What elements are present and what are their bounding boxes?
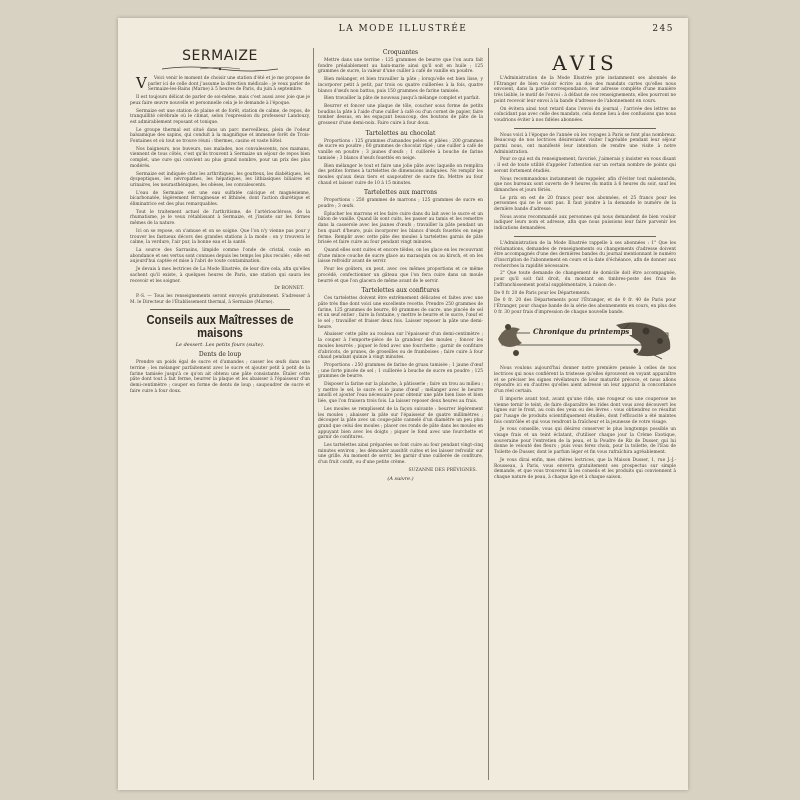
paragraph: Beurrer et foncer une plaque de tôle, coucher sous forme de petits boudins la pâte à l'aide d'une cuiller à café ou d'un cornet de papier, faire tomber dessus, en les espaçant beaucoup, des boutons de pâte de la grosseur d'une demi-noix. Faire cuire à four doux.	[318, 103, 483, 127]
paragraph: Nous recommandons instamment de rappeler, afin d'éviter tout malentendu, que nos bureaux sont ouverts de 9 heures du matin à 6 heures du soir, sauf les dimanches et jours fériés.	[494, 176, 676, 193]
floral-banner-icon	[496, 319, 674, 363]
paragraph: Il est toujours délicat de parler de soi-même, mais c'est aussi avec joie que je peux faire œuvre nouvelle et personnelle cela je le demande à l'époque.	[130, 95, 310, 106]
paragraph: Éplucher les marrons et les faire cuire dans du lait avec le sucre et un bâton de vanille. Quand ils sont cuits, les passer au tamis et les remettre dans la casserole avec les jaunes d'œufs ; travailler la pâte pendant un bon quart d'heure, puis incorporer les blancs d'œufs fouettés en neige ferme. Remplir avec cette pâte des moules à tartelettes garnis de pâte brisée et faire cuire au four pendant vingt minutes.	[318, 211, 483, 246]
paragraph: Nous avons recommandé aux personnes qui nous demandent de bien vouloir indiquer leurs nom et adresse, afin que nous puissions leur faire parvenir les indications demandées.	[494, 214, 676, 232]
divider	[150, 309, 290, 310]
paragraph: Sermaize est indiquée chez les arthritiques, les goutteux, les diabétiques, les dyspeptiques, les névropathes, les hépatiques, les lithiasiques biliaires et urinaires, les neurasthéniques, les obèses, les convalescents.	[130, 171, 310, 188]
paragraph: 2° Que toute demande de changement de domicile doit être accompagnée, pour qu'il soit fait droit, du montant en timbres-poste des frais de l'affranchissement postal supplémentaire, à raison de :	[494, 271, 676, 288]
divider	[514, 236, 656, 237]
postscript: P.-S. — Tous les renseignements seront envoyés gratuitement. S'adresser à M. le Directeur de l'Établissement thermal, à Sermaize (Marne).	[130, 293, 310, 305]
paragraph: Proportions : 125 grammes d'amandes pelées et pilées ; 200 grammes de sucre en poudre ; 60 grammes de chocolat râpé ; une cuiller à café de vanille en poudre ; 3 jaunes d'œufs ; 1 cuillerée à bouche de farine tamisée ; 3 blancs d'œufs fouettés en neige.	[318, 138, 483, 161]
page-header	[118, 24, 688, 42]
paragraph: Le prix en est de 20 francs pour nos abonnées, et 25 francs pour les personnes qui ne le sont pas. Il faut joindre à la demande le numéro de la dernière bande d'adresse.	[494, 195, 676, 213]
paragraph: La source des Sarrasins, limpide comme l'onde de cristal, coule en abondance et ses vertus sont connues depuis les temps les plus reculés ; elle est aujourd'hui captée et mise à l'abri de toute contamination.	[130, 247, 310, 265]
magazine-page	[118, 18, 688, 790]
paragraph: Je vous conseille, vous qui désirez conserver le plus longtemps possible un visage frais et un teint éclatant, d'utiliser chaque jour la Crème Exotique, souveraine pour l'entretien de la peau, et la Poudre de Riz de Dusser, qui lui donne le velouté des fleurs ; puis vous ferez choix, pour la toilette, de l'Eau de Toilette de Dusser, dont le parfum léger et fin vous rafraîchira agréablement.	[494, 427, 676, 456]
recipe-title-marrons: Tartelettes aux marrons	[363, 189, 438, 197]
notice-title-avis: AVIS	[552, 51, 618, 75]
section-title-conseils: Conseils aux Maîtresses de maisons	[146, 313, 294, 341]
paragraph: L'Administration de la Mode Illustrée prie instamment ses abonnés de l'Étranger de bien vouloir écrire au dos des mandats cartes qu'elles nous envoient, dans la partie correspondance, leur adresse complète d'une manière très lisible, le motif de l'envoi : à défaut de ces renseignements, elles pourront ne point recevoir leur envoi à la bande d'adresse de l'abonnement en cours.	[494, 76, 676, 104]
magazine-title: LA MODE ILLUSTRÉE	[338, 24, 468, 34]
paragraph: L'eau de Sermaize est une eau sulfatée calcique et magnésienne, bicarbonatée, légèrement ferrugineuse et lithinée, dont l'action diurétique et éliminatrice est des plus remarquables.	[130, 190, 310, 208]
column-left	[130, 46, 310, 782]
article-title-sermaize: SERMAIZE	[182, 48, 258, 64]
paragraph: Je vous dirai enfin, mes chères lectrices, que la Maison Dusser, 1, rue J.-J.-Rousseau, à Paris, vous enverra gratuitement ses prospectus sur simple demande, et que vous trouverez là les conseils et les produits qui conviennent à chaque nature de peau, à chaque âge et à chaque saison.	[494, 457, 676, 480]
paragraph: On évitera ainsi tout retard dans l'envoi du journal ; l'arrivée des lettres ne coïncidant pas avec celle des mandats, cela donne lieu à des confusions que nous voudrions éviter à nos fidèles abonnées.	[494, 106, 676, 123]
chronicle-title: Chronique du printemps	[530, 329, 632, 335]
paragraph: De 0 fr. 20 de Paris pour les Départements.	[494, 290, 591, 296]
column-right	[494, 46, 676, 782]
paragraph: Proportions : 250 grammes de marrons ; 125 grammes de sucre en poudre ; 3 œufs.	[318, 198, 483, 210]
paragraph: Disposer la farine sur la planche, à pâtisserie ; faire un trou au milieu ; y mettre le sel, le sucre et le jaune d'œuf ; mélanger avec le beurre amolli et ajouter l'eau nécessaire pour obtenir une pâte bien lisse et bien liée, que l'on fraisera trois fois. La laisser reposer deux heures au frais.	[318, 382, 483, 405]
chronicle-banner	[496, 319, 674, 363]
paragraph: Il importe avant tout, avant qu'une ride, une rougeur ou une couperose ne vienne ternir le teint, de faire disparaître les rides dont vous avez découvert les lignes sur le front, au coin des yeux ou des lèvres : vous obtiendrez ce résultat par l'usage de produits scientifiquement étudiés, dont l'efficacité a été maintes fois contrôlée et qui vous rendront la fraîcheur et la jeunesse de votre visage.	[494, 396, 676, 425]
paragraph: Mettre dans une terrine : 125 grammes de beurre que l'on aura fait fondre préalablement au bain-marie ainsi qu'il soit en huile ; 125 grammes de sucre, la valeur d'une cuiller à café de vanille en poudre.	[318, 58, 483, 75]
column-rule-left	[313, 48, 314, 780]
paragraph: Quand elles sont cuites et encore tièdes, on les glace en les recouvrant d'une mince couche de sucre glace au marasquin ou au kirsch, et on les laisse refroidir avant de servir.	[318, 247, 483, 265]
paragraph: Les moules se remplissent de la façon suivante : beurrer légèrement les moules ; abaisser la pâte sur l'épaisseur de quatre millimètres ; découper la pâte avec un coupe-pâte cannelé d'un diamètre un peu plus grand que celui des moules ; placer ces ronds de pâte dans les moules en appuyant bien avec les doigts ; piquer le fond avec une fourchette et garnir de confitures.	[318, 406, 483, 441]
paragraph: Pour les goûters, on peut, avec ces mêmes proportions et ce même procédé, confectionner un gâteau que l'on fera cuire dans un moule beurré et que l'on glacera de même avant de le servir.	[318, 267, 483, 284]
recipe-title-croquantes: Croquantes	[382, 49, 419, 56]
paragraph: Nous voici à l'époque de l'année où les voyages à Paris se font plus nombreux. Beaucoup de nos lectrices désireraient visiter l'agréable pendant leur séjour parmi nous, ont manifesté leur intention de rendre une visite à notre Administration.	[494, 132, 676, 155]
paragraph: Prendre un poids égal de sucre et d'amandes ; casser les œufs dans une terrine ; les mélanger parfaitement avec le sucre et ajouter petit à petit de la farine tamisée jusqu'à ce qu'on ait obtenu une pâte consistante. Étaler cette pâte dont tout à fait ferme, beurrer la plaque et les abaisser à l'épaisseur d'un demi-centimètre ; couper en forme de dents de loup ; saupoudrer de sucre et faire cuire à four doux.	[130, 360, 310, 394]
paragraph: Le groupe thermal est situé dans un parc merveilleux, plein de l'odeur balsamique des sapins, qui conduit à la magnifique et immense forêt de Trois-Fontaines et où tout se trouve réuni : thermes, casino et vaste hôtel.	[130, 127, 310, 145]
paragraph: Je devais à mes lectrices de La Mode Illustrée, de leur dire cela, afin qu'elles sachent qu'il existe, à quelques heures de Paris, une station qui saura les recevoir et les soigner.	[130, 267, 310, 284]
recipe-title-confitures: Tartelettes aux confitures	[361, 287, 440, 295]
paragraph: Nous voulons aujourd'hui donner notre première pensée à celles de nos lectrices qui nous confièrent la tristesse qu'elles éprouvent en voyant apparaître et se préciser les signes révélateurs de leur maturité précoce, et nous allons répondre ici en d'autres qu'elles aient adressé un leur apparut la concordance d'un réel certain.	[494, 366, 676, 395]
paragraph: Tout le traitement actuel de l'arthritisme, de l'artériosclérose, de la rhumatisme, je le veux rétablissant à Sermaize, et j'insiste sur les formes mêmes de la nature.	[130, 209, 310, 227]
drop-cap-v: V	[136, 74, 147, 92]
paragraph: L'Administration de la Mode Illustrée rappelle à ses abonnées : 1° Que les réclamations, demandes de renseignements ou changements d'adresse doivent être accompagnés d'une des dernières bandes du journal mentionnant le numéro d'inscription de l'abonnement en cours et la date d'échéance, afin de donner aux recherches la rapidité nécessaire.	[494, 240, 676, 269]
paragraph: Les tartelettes ainsi préparées se font cuire au four pendant vingt-cinq minutes environ ; les démouler aussitôt cuites et les laisser refroidir sur une grille. Au moment de servir, les garnir d'une cuillerée de confiture, d'un fruit confit, ou d'une petite crème.	[318, 443, 483, 466]
signature-prevignes: SUZANNE DES PRÉVIGNES.	[408, 467, 477, 473]
paragraph: Bien travailler la pâte de nouveau jusqu'à mélange complet et parfait.	[324, 96, 481, 102]
column-rule-right	[488, 48, 489, 780]
paragraph: Abaisser cette pâte au rouleau sur l'épaisseur d'un demi-centimètre ; la couper à l'emporte-pièce de la grandeur des moules ; foncer les moules beurrés ; piquer le fond avec une fourchette ; garnir de confiture d'abricots, de prunes, de groseilles ou de framboises ; faire cuire à four chaud pendant quinze à vingt minutes.	[318, 332, 483, 361]
paragraph: Pour ce qui est du renseignement, favorisé, j'aimerais y insister en vous disant : il est de toute utilité d'appeler l'attention sur un certain nombre de points qui seront fortement étudiés.	[494, 157, 676, 174]
signature-bonnet: Dr BONNET.	[274, 286, 304, 292]
paragraph: Nos baigneurs, nos buveurs, nos malades, nos convalescents, nos mamans, viennent de tous côtés, c'est qu'ils trouvent à Sermaize un séjour de repos bien complet, une cure qui convient au plus grand nombre, pour un prix des plus modérés.	[130, 146, 310, 169]
divider	[514, 128, 656, 129]
section-subtitle: Le dessert. Les petits fours (suite).	[175, 342, 265, 349]
ornament-divider-icon	[160, 65, 280, 73]
paragraph: Proportions : 250 grammes de farine de gruau tamisée ; 1 jaune d'œuf ; une forte pincée de sel ; 1 cuillerée à bouche de sucre en poudre ; 125 grammes de beurre.	[318, 362, 483, 380]
paragraph: Bien mélanger, et bien travailler la pâte ; lorsqu'elle est bien lisse, y incorporer petit à petit, par trois ou quatre cuillerées à la fois, quatre blancs d'œufs non battus, puis 150 grammes de farine tamisée.	[318, 77, 483, 94]
paragraph: De 0 fr. 20 des Départements pour l'Étranger, et de 0 fr. 40 de Paris pour l'Étranger, pour chaque bande de la série des abonnements en cours, en plus des 0 fr. 30 pour frais d'impression de chaque nouvelle bande.	[494, 298, 676, 315]
paragraph: Sermaize est une station de plaine et de forêt, station de calme, de repos, de tranquillité cérébrale où le climat, selon l'expression du professeur Landouzy, est admirablement reposant et tonique.	[130, 108, 310, 125]
paragraph: Ici on se repose, on s'amuse et on se soigne. Que l'on n'y vienne pas pour y trouver les fastueux décors des grandes stations à la mode : on y trouvera le calme, la verdure, l'air pur, la bonne eau et la santé.	[130, 228, 310, 246]
to-be-continued-note: (A suivre.)	[387, 475, 414, 482]
column-middle	[318, 46, 483, 782]
paragraph: Bien mélanger le tout et faire une jolie pâte avec laquelle on remplira des petites formes à tartelettes de dimensions indiquées. Ne remplir les moules qu'aux deux tiers et saupoudrer de sucre fin. Mettre au four chaud et laisser cuire de 10 à 15 minutes.	[318, 163, 483, 186]
paragraph: V Voici venir le moment de choisir une station d'été et je me propose de parler ici de celle dont j'assume la direction médicale : je veux parler de Sermaize-les-Bains (Marne) à 5 heures de Paris, du juin à septembre.	[130, 76, 310, 93]
page-number: 245	[652, 24, 674, 34]
paragraph: Ces tartelettes doivent être extrêmement délicates et faites avec une pâte très fine dont voici une excellente recette. Prendre 250 grammes de farine, 125 grammes de beurre, 60 grammes de sucre, une pincée de sel et un œuf entier ; faire la fontaine, y mettre le beurre et le sucre, l'œuf et le sel ; travailler et fraiser deux fois. Laisser reposer la pâte une demi-heure.	[318, 296, 483, 330]
recipe-title-dents-de-loup: Dents de loup	[198, 351, 242, 359]
recipe-title-chocolat: Tartelettes au chocolat	[365, 129, 436, 137]
